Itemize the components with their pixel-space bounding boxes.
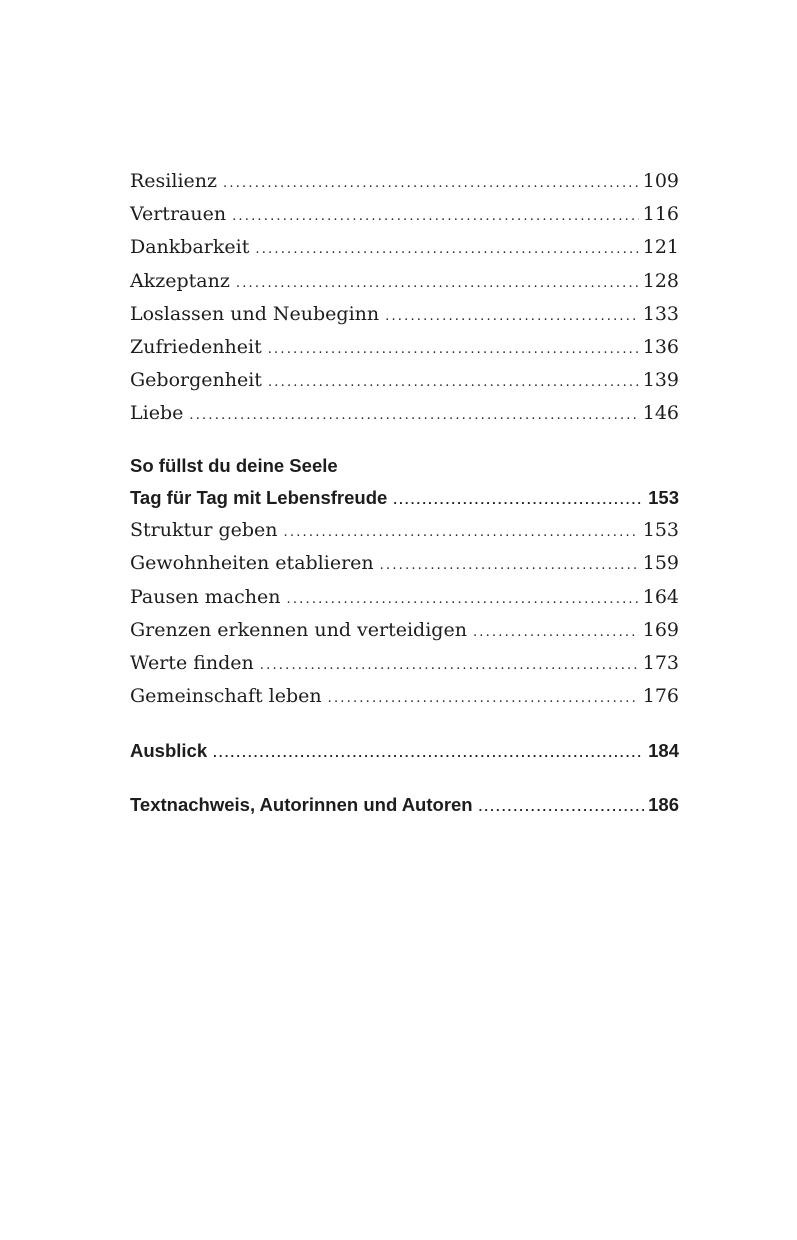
dot-leader — [236, 267, 639, 300]
toc-entry-page: 164 — [642, 585, 679, 608]
section-heading-line1: So füllst du deine Seele — [130, 455, 338, 476]
toc-entry-page: 176 — [642, 685, 679, 708]
toc-entry-struktur — [130, 514, 679, 547]
toc-entry-page: 184 — [648, 739, 679, 761]
dot-leader — [479, 790, 645, 823]
toc-entry-title: Gemeinschaft leben — [130, 685, 322, 708]
toc-entry-dankbarkeit — [130, 231, 679, 264]
toc-entry-page: 153 — [642, 519, 679, 542]
dot-leader — [284, 516, 639, 549]
toc-entry-title: Loslassen und Neubeginn — [130, 302, 380, 325]
toc-entry-title: Werte finden — [130, 651, 254, 674]
section-spacer — [130, 767, 679, 788]
toc-entry-title: Ausblick — [130, 739, 208, 761]
dot-leader — [268, 366, 639, 399]
dot-leader — [189, 399, 638, 432]
toc-entry-zufriedenheit — [130, 331, 679, 364]
toc-entry-title: Zufriedenheit — [130, 335, 262, 358]
toc-entry-akzeptanz — [130, 265, 679, 298]
toc-entry-page: 169 — [642, 618, 679, 641]
dot-leader — [232, 200, 639, 233]
toc-entry-gemeinschaft — [130, 680, 679, 713]
toc-entry-title: Liebe — [130, 402, 184, 425]
toc-entry-liebe — [130, 397, 679, 430]
toc-entry-title: Resilienz — [130, 170, 218, 192]
section-spacer — [130, 713, 679, 734]
toc-entry-title: Grenzen erkennen und verteidigen — [130, 618, 467, 641]
toc-entry-page: 173 — [642, 651, 679, 674]
toc-entry-title: Textnachweis, Autorinnen und Autoren — [130, 793, 473, 815]
toc-entry-page: 109 — [642, 170, 679, 192]
toc-entry-page: 121 — [642, 236, 679, 259]
dot-leader — [380, 549, 639, 582]
toc-entry-page: 116 — [642, 203, 679, 226]
toc-entry-title: Pausen machen — [130, 585, 281, 608]
dot-leader — [255, 233, 638, 266]
section-spacer — [130, 431, 679, 452]
section-heading-textnachweis — [130, 788, 679, 821]
dot-leader — [268, 333, 639, 366]
toc-entry-page: 186 — [648, 793, 679, 815]
toc-entry-title: Tag für Tag mit Lebensfreude — [130, 487, 388, 508]
toc-entry-page: 128 — [642, 269, 679, 292]
toc-entry-title: Dankbarkeit — [130, 236, 250, 259]
toc-entry-title: Struktur geben — [130, 519, 278, 542]
dot-leader — [223, 167, 639, 200]
toc-entry-pausen — [130, 581, 679, 614]
dot-leader — [393, 483, 644, 516]
dot-leader — [286, 583, 638, 616]
toc-entry-page: 159 — [642, 552, 679, 575]
toc-entry-page: 136 — [642, 335, 679, 358]
toc-entry-page: 139 — [642, 369, 679, 392]
section-heading-lebensfreude — [130, 481, 679, 514]
toc-entry-grenzen — [130, 614, 679, 647]
toc-entry-werte — [130, 647, 679, 680]
toc-entry-gewohnheiten — [130, 547, 679, 580]
toc-entry-resilienz — [130, 165, 679, 198]
toc-entry-loslassen — [130, 298, 679, 331]
dot-leader — [473, 616, 639, 649]
dot-leader — [328, 682, 639, 715]
toc-entry-title: Vertrauen — [130, 203, 227, 226]
toc-entry-page: 153 — [648, 487, 679, 508]
toc-entry-page: 133 — [642, 302, 679, 325]
toc-entry-title: Akzeptanz — [130, 269, 230, 292]
toc-entry-title: Geborgenheit — [130, 369, 262, 392]
dot-leader — [260, 649, 639, 682]
table-of-contents — [130, 165, 679, 821]
toc-entry-title: Gewohnheiten etablieren — [130, 552, 374, 575]
toc-entry-geborgenheit — [130, 364, 679, 397]
dot-leader — [213, 736, 644, 769]
toc-entry-page: 146 — [642, 402, 679, 425]
section-heading-ausblick — [130, 734, 679, 767]
toc-entry-vertrauen — [130, 198, 679, 231]
dot-leader — [385, 300, 639, 333]
